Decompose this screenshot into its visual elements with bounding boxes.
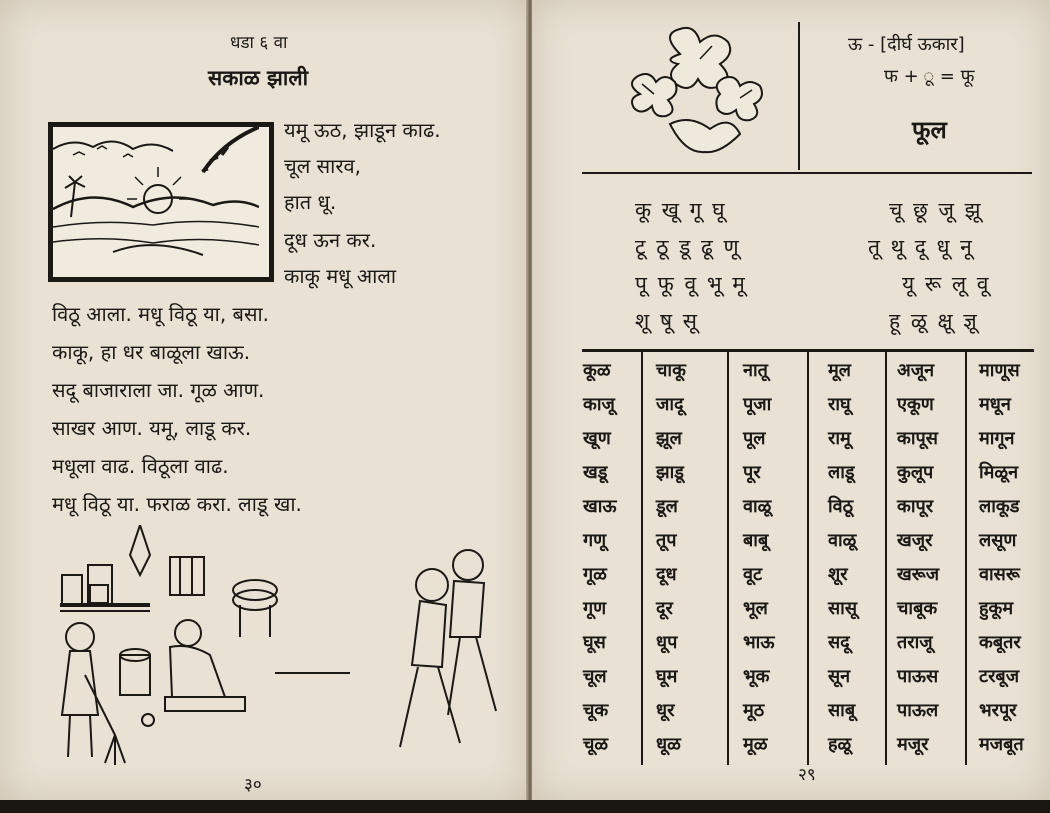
- word-cell: साबू: [828, 700, 856, 721]
- poem-line: काकू मधू आला: [284, 264, 397, 288]
- word-column: [583, 350, 659, 770]
- word-cell: दूध: [656, 564, 677, 585]
- poem-line: हात धू.: [284, 190, 337, 214]
- word-column: [743, 350, 819, 770]
- word-cell: तूप: [656, 530, 677, 551]
- word-cell: खजूर: [897, 530, 933, 551]
- word-column: [656, 350, 732, 770]
- word-cell: चूळ: [583, 734, 609, 755]
- word-cell: घूस: [583, 632, 606, 653]
- word-table: [583, 350, 1039, 770]
- word-cell: राघू: [828, 394, 851, 415]
- conjunct-row-right: हू ळू क्षू ज्ञू: [889, 309, 979, 333]
- word-cell: वासरू: [979, 564, 1020, 585]
- word-cell: झूल: [656, 428, 682, 449]
- header-horizontal-rule: [582, 172, 1032, 174]
- word-cell: गूण: [583, 598, 607, 619]
- lesson-title: धडा ६ वा: [230, 33, 288, 53]
- word-cell: मूळ: [743, 734, 768, 755]
- conjunct-row-left: कू खू गू घू: [635, 198, 727, 222]
- word-cell: पूल: [743, 428, 766, 449]
- word-column: [979, 350, 1050, 770]
- sunrise-illustration: [48, 122, 274, 282]
- word-cell: काजू: [583, 394, 615, 415]
- word-cell: चूक: [583, 700, 609, 721]
- word-cell: रामू: [828, 428, 851, 449]
- vowel-heading: ऊ - [दीर्घ ऊकार]: [848, 34, 965, 55]
- word-cell: मूठ: [743, 700, 765, 721]
- poem-line: यमू ऊठ, झाडून काढ.: [284, 118, 441, 142]
- conjunct-row-right: यू रू लू वू: [902, 272, 991, 296]
- word-cell: धूळ: [656, 734, 681, 755]
- word-cell: तराजू: [897, 632, 933, 653]
- prose-line: काकू, हा धर बाळूला खाऊ.: [52, 340, 251, 364]
- left-page: [0, 0, 528, 800]
- word-cell: जादू: [656, 394, 684, 415]
- word-cell: बाबू: [743, 530, 769, 551]
- word-column: [828, 350, 904, 770]
- prose-line: मधूला वाढ. विठूला वाढ.: [52, 454, 229, 478]
- word-cell: कबूतर: [979, 632, 1021, 653]
- word-cell: वाळू: [743, 496, 772, 517]
- word-cell: भूक: [743, 666, 770, 687]
- page-number: ३०: [244, 775, 262, 795]
- word-cell: टरबूज: [979, 666, 1020, 687]
- word-cell: सासू: [828, 598, 857, 619]
- word-cell: घूम: [656, 666, 678, 687]
- word-cell: पाऊल: [897, 700, 939, 721]
- hibiscus-flower-icon: [620, 24, 780, 164]
- conjunct-row-right: चू छू जू झू: [889, 198, 983, 222]
- key-word: फूल: [912, 116, 947, 144]
- word-cell: वूट: [743, 564, 763, 585]
- word-cell: शूर: [828, 564, 848, 585]
- word-cell: मागून: [979, 428, 1015, 449]
- word-cell: वाळू: [828, 530, 857, 551]
- word-cell: धूर: [656, 700, 675, 721]
- word-cell: भूल: [743, 598, 768, 619]
- conjunct-row-left: पू फू वू भू मू: [635, 272, 747, 296]
- word-cell: मधून: [979, 394, 1011, 415]
- word-cell: चाबूक: [897, 598, 938, 619]
- conjunct-row-left: टू ठू डू ढू णू: [635, 235, 741, 259]
- word-cell: खूण: [583, 428, 611, 449]
- conjunct-row-right: तू थू दू धू नू: [868, 235, 974, 259]
- word-cell: पाऊस: [897, 666, 939, 687]
- word-cell: अजून: [897, 360, 935, 381]
- word-cell: लाडू: [828, 462, 855, 483]
- header-vertical-rule: [798, 22, 800, 170]
- word-cell: चाकू: [656, 360, 686, 381]
- word-cell: पूजा: [743, 394, 772, 415]
- word-cell: खरूज: [897, 564, 940, 585]
- poem-line: दूध ऊन कर.: [284, 228, 377, 252]
- sunrise-drawing: [53, 127, 259, 267]
- word-cell: मिळून: [979, 462, 1019, 483]
- word-cell: हळू: [828, 734, 852, 755]
- word-cell: सून: [828, 666, 851, 687]
- word-cell: मूल: [828, 360, 851, 381]
- word-column: [897, 350, 973, 770]
- word-cell: एकूण: [897, 394, 934, 415]
- poem-line: चूल सारव,: [284, 154, 361, 178]
- word-cell: कुलूप: [897, 462, 934, 483]
- word-cell: कापूर: [897, 496, 934, 517]
- word-cell: चूल: [583, 666, 607, 687]
- word-cell: भरपूर: [979, 700, 1017, 721]
- word-cell: डूल: [656, 496, 678, 517]
- word-cell: खडू: [583, 462, 608, 483]
- word-cell: खाऊ: [583, 496, 617, 517]
- word-cell: लसूण: [979, 530, 1017, 551]
- prose-line: सदू बाजाराला जा. गूळ आण.: [52, 378, 265, 402]
- word-cell: सदू: [828, 632, 850, 653]
- prose-line: मधू विठू या. फराळ करा. लाडू खा.: [52, 492, 302, 516]
- word-cell: दूर: [656, 598, 673, 619]
- word-cell: माणूस: [979, 360, 1020, 381]
- word-cell: कापूस: [897, 428, 938, 449]
- lesson-subtitle: सकाळ झाली: [208, 66, 309, 90]
- prose-line: विठू आला. मधू विठू या, बसा.: [52, 302, 270, 326]
- word-cell: झाडू: [656, 462, 684, 483]
- page-number: २९: [798, 765, 816, 785]
- word-cell: लाकूड: [979, 496, 1020, 517]
- word-cell: धूप: [656, 632, 678, 653]
- word-cell: भाऊ: [743, 632, 775, 653]
- conjunct-row-left: शू षू सू: [635, 309, 699, 333]
- word-cell: कूळ: [583, 360, 611, 381]
- word-cell: हुकूम: [979, 598, 1014, 619]
- word-cell: नातू: [743, 360, 768, 381]
- word-cell: पूर: [743, 462, 761, 483]
- kitchen-scene-illustration: [40, 525, 510, 770]
- word-cell: गूळ: [583, 564, 607, 585]
- vowel-formula: फ + ू = फू: [884, 66, 975, 87]
- word-cell: मजबूत: [979, 734, 1024, 755]
- prose-line: साखर आण. यमू, लाडू कर.: [52, 416, 252, 440]
- word-cell: विठू: [828, 496, 854, 517]
- word-cell: गणू: [583, 530, 607, 551]
- word-cell: मजूर: [897, 734, 929, 755]
